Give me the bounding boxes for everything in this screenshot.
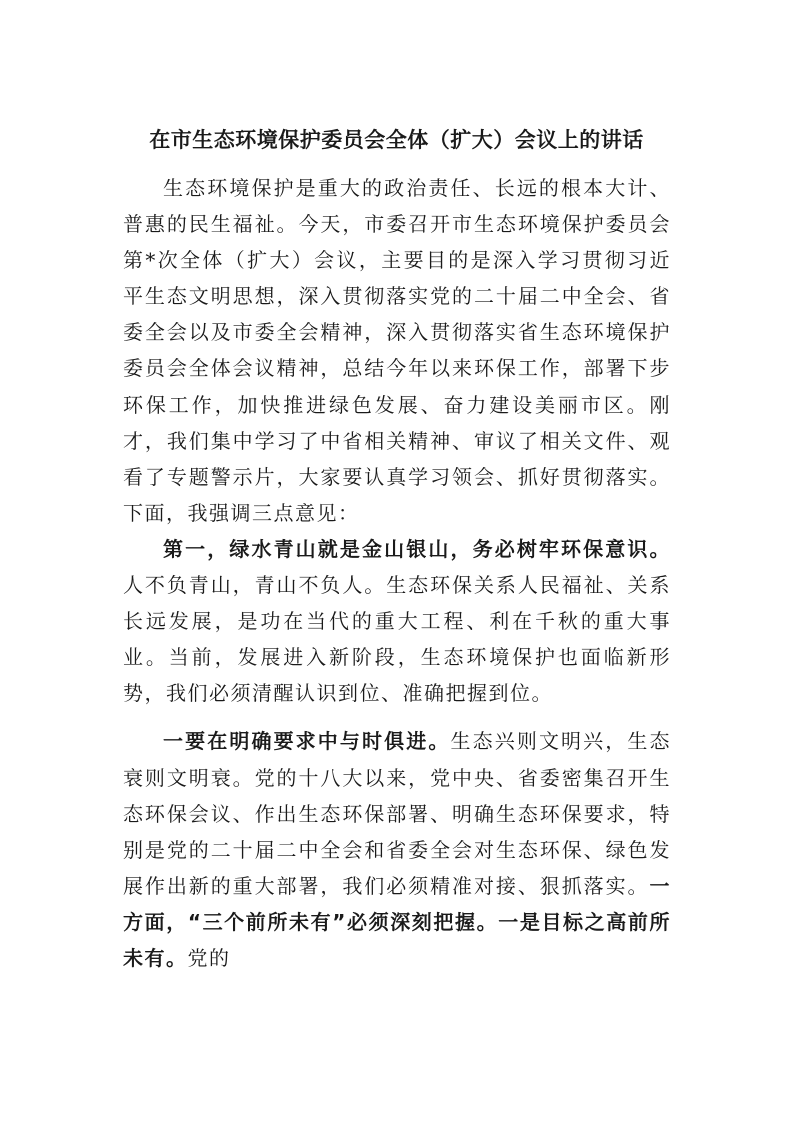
section-1-text: 人不负青山，青山不负人。生态环保关系人民福祉、关系长远发展，是功在当代的重大工程、利在千秋的重大事业。当前，发展进入新阶段，生态环境保护也面临新形势，我们必须清醒认识到位、准确把握到位。	[123, 573, 671, 706]
point-1-bold-phrase: 一方面，“三个前所未有”必须深刻把握。一是目标之高前所未有。	[123, 873, 671, 970]
point-1-heading: 一要在明确要求中与时俱进。	[163, 729, 451, 754]
paragraph-gap	[123, 711, 671, 723]
point-1-tail: 党的	[187, 945, 231, 970]
point-1-paragraph	[123, 723, 671, 976]
intro-paragraph: 生态环境保护是重大的政治责任、长远的根本大计、普惠的民生福祉。今天，市委召开市生态环境保护委员会第*次全体（扩大）会议，主要目的是深入学习贯彻习近平生态文明思想，深入贯彻落实党的二十届二中全会、省委全会以及市委全会精神，深入贯彻落实省生态环境保护委员会全体会议精神，总结今年以来环保工作，部署下步环保工作，加快推进绿色发展、奋力建设美丽市区。刚才，我们集中学习了中省相关精神、审议了相关文件、观看了专题警示片，大家要认真学习领会、抓好贯彻落实。下面，我强调三点意见：	[123, 176, 671, 525]
section-1-heading: 第一，绿水青山就是金山银山，务必树牢环保意识。	[163, 536, 671, 561]
section-1-paragraph	[123, 531, 671, 711]
point-1-text: 生态兴则文明兴，生态衰则文明衰。党的十八大以来，党中央、省委密集召开生态环保会议、作出生态环保部署、明确生态环保要求，特别是党的二十届二中全会和省委全会对生态环保、绿色发展作出新的重大部署，我们必须精准对接、狠抓落实。	[123, 729, 672, 898]
document-body	[123, 170, 671, 976]
document-title: 在市生态环境保护委员会全体（扩大）会议上的讲话	[149, 128, 644, 152]
